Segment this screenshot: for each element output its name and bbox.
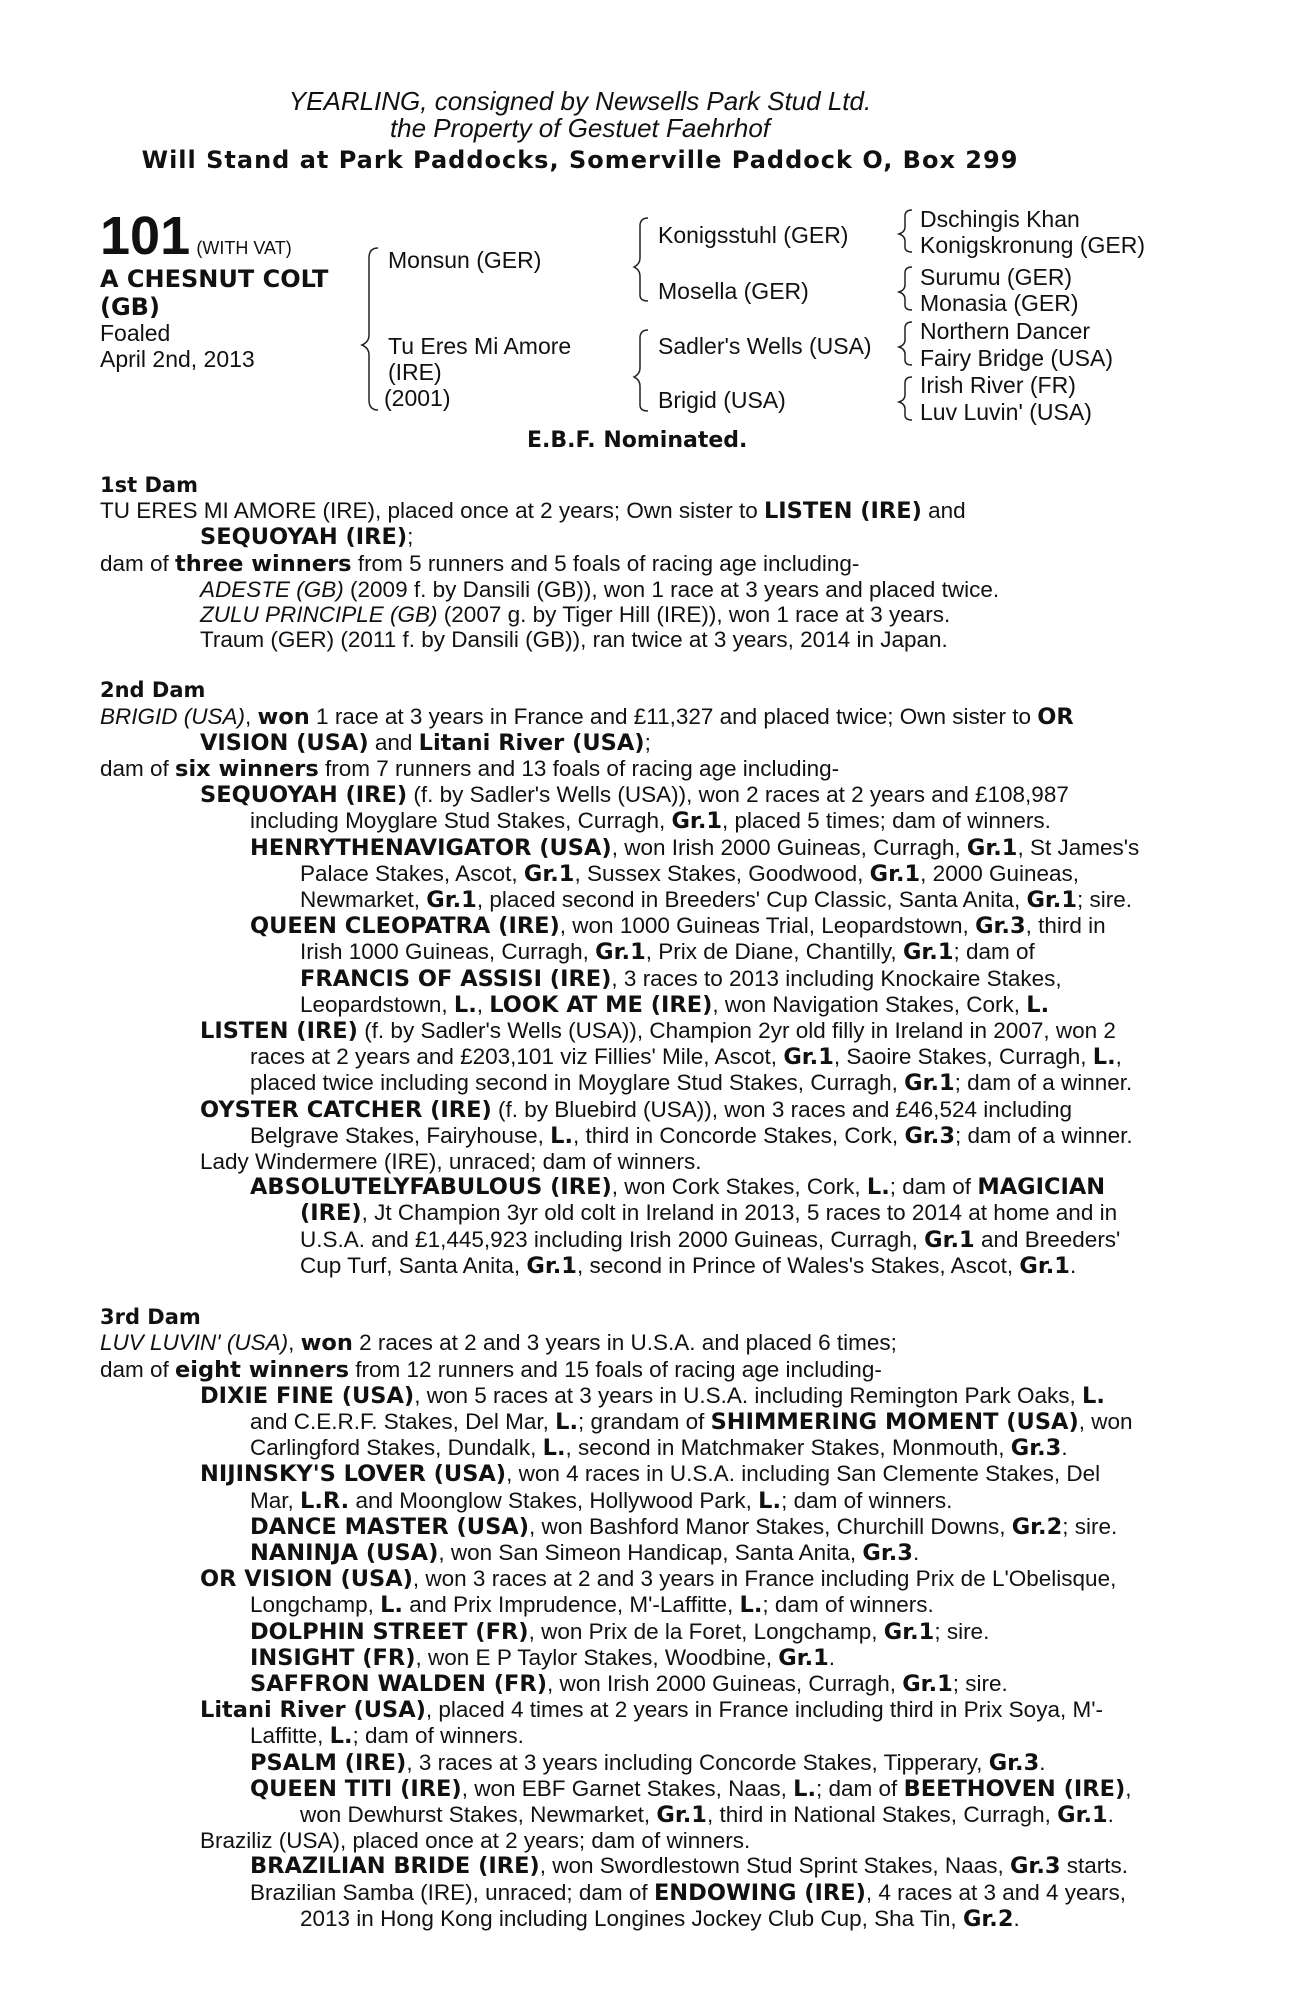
produce-dixie-fine-cont2: Carlingford Stakes, Dundalk, L., second in Matchmaker Stakes, Monmouth, Gr.3. xyxy=(250,1435,1068,1462)
produce-braziliz: Braziliz (USA), placed once at 2 years; dam of winners. xyxy=(200,1828,751,1854)
first-dam-heading: 1st Dam xyxy=(100,473,198,497)
produce-sequoyah-cont: including Moyglare Stud Stakes, Curragh, Gr.1, placed 5 times; dam of winners. xyxy=(250,808,1051,835)
produce-queen-titi: QUEEN TITI (IRE), won EBF Garnet Stakes, Naas, L.; dam of BEETHOVEN (IRE), xyxy=(250,1775,1132,1802)
pedigree-braces xyxy=(0,0,1314,460)
third-dam-produce-intro: dam of eight winners from 12 runners and 15 foals of racing age including- xyxy=(100,1356,882,1383)
pedigree-dss: Northern Dancer xyxy=(920,318,1091,344)
produce-nijinskys-lover-cont: Mar, L.R. and Moonglow Stakes, Hollywood Park, L.; dam of winners. xyxy=(250,1487,953,1514)
produce-henrythenavigator-cont2: Newmarket, Gr.1, placed second in Breeders' Cup Classic, Santa Anita, Gr.1; sire. xyxy=(300,887,1133,914)
lot-number: 101 xyxy=(100,206,191,266)
produce-oyster-catcher-cont: Belgrave Stakes, Fairyhouse, L., third in Concorde Stakes, Cork, Gr.3; dam of a winner. xyxy=(250,1122,1133,1149)
catalogue-body xyxy=(100,473,1200,1932)
produce-absolutelyfabulous-cont3: Cup Turf, Santa Anita, Gr.1, second in Prince of Wales's Stakes, Ascot, Gr.1. xyxy=(300,1252,1077,1279)
pedigree-dam-line1: Tu Eres Mi Amore xyxy=(388,333,572,359)
produce-brazilian-samba: Brazilian Samba (IRE), unraced; dam of ENDOWING (IRE), 4 races at 3 and 4 years, xyxy=(250,1879,1127,1906)
pedigree-dam-dam: Brigid (USA) xyxy=(658,387,786,413)
lot-title-2: (GB) xyxy=(100,293,160,321)
pedigree-ddd: Luv Luvin' (USA) xyxy=(920,399,1092,425)
second-dam-para: BRIGID (USA), won 1 race at 3 years in France and £11,327 and placed twice; Own sister to OR xyxy=(100,703,1074,730)
pedigree-dds: Irish River (FR) xyxy=(920,372,1076,398)
produce-dixie-fine: DIXIE FINE (USA), won 5 races at 3 years in U.S.A. including Remington Park Oaks, L. xyxy=(200,1382,1105,1409)
produce-absolutelyfabulous-cont2: U.S.A. and £1,445,923 including Irish 2000 Guineas, Curragh, Gr.1 and Breeders' xyxy=(300,1226,1121,1253)
produce-absolutelyfabulous: ABSOLUTELYFABULOUS (IRE), won Cork Stakes, Cork, L.; dam of MAGICIAN xyxy=(250,1174,1106,1201)
produce-queen-titi-cont: won Dewhurst Stakes, Newmarket, Gr.1, third in National Stakes, Curragh, Gr.1. xyxy=(300,1801,1114,1828)
third-dam-para: LUV LUVIN' (USA), won 2 races at 2 and 3 years in U.S.A. and placed 6 times; xyxy=(100,1330,897,1357)
produce-litani-river-cont: Laffitte, L.; dam of winners. xyxy=(250,1723,524,1750)
second-dam-produce-intro: dam of six winners from 7 runners and 13 foals of racing age including- xyxy=(100,756,840,783)
first-dam-para-cont: SEQUOYAH (IRE); xyxy=(200,524,414,551)
pedigree-dam-line3: (2001) xyxy=(384,385,451,411)
produce-queen-cleopatra: QUEEN CLEOPATRA (IRE), won 1000 Guineas Trial, Leopardstown, Gr.3, third in xyxy=(250,913,1106,940)
second-dam-para-cont: VISION (USA) and Litani River (USA); xyxy=(200,729,651,756)
produce-insight: INSIGHT (FR), won E P Taylor Stakes, Woodbine, Gr.1. xyxy=(250,1644,836,1671)
produce-adeste: ADESTE (GB) (2009 f. by Dansili (GB)), won 1 race at 3 years and placed twice. xyxy=(200,576,1000,602)
produce-dance-master: DANCE MASTER (USA), won Bashford Manor Stakes, Churchill Downs, Gr.2; sire. xyxy=(250,1513,1118,1540)
lot-title-1: A CHESNUT COLT xyxy=(100,265,329,293)
produce-henrythenavigator-cont1: Palace Stakes, Ascot, Gr.1, Sussex Stakes, Goodwood, Gr.1, 2000 Guineas, xyxy=(300,860,1080,887)
pedigree-sss: Dschingis Khan xyxy=(920,206,1080,232)
produce-psalm: PSALM (IRE), 3 races at 3 years including Concorde Stakes, Tipperary, Gr.3. xyxy=(250,1749,1046,1776)
produce-listen-cont2: placed twice including second in Moyglare Stud Stakes, Curragh, Gr.1; dam of a winner. xyxy=(250,1070,1133,1097)
first-dam-para: TU ERES MI AMORE (IRE), placed once at 2 years; Own sister to LISTEN (IRE) and xyxy=(100,498,966,525)
ebf-nominated: E.B.F. Nominated. xyxy=(527,428,748,453)
produce-zulu-principle: ZULU PRINCIPLE (GB) (2007 g. by Tiger Hill (IRE)), won 1 race at 3 years. xyxy=(200,602,951,628)
pedigree-sire: Monsun (GER) xyxy=(388,247,542,273)
third-dam-heading: 3rd Dam xyxy=(100,1305,201,1330)
produce-henrythenavigator: HENRYTHENAVIGATOR (USA), won Irish 2000 Guineas, Curragh, Gr.1, St James's xyxy=(250,834,1140,861)
produce-sequoyah: SEQUOYAH (IRE) (f. by Sadler's Wells (USA)), won 2 races at 2 years and £108,987 xyxy=(200,782,1069,809)
produce-or-vision-cont: Longchamp, L. and Prix Imprudence, M'-Laffitte, L.; dam of winners. xyxy=(250,1592,934,1619)
produce-brazilian-samba-cont: 2013 in Hong Kong including Longines Jockey Club Cup, Sha Tin, Gr.2. xyxy=(300,1905,1020,1932)
foaled-date: April 2nd, 2013 xyxy=(100,346,255,372)
produce-oyster-catcher: OYSTER CATCHER (IRE) (f. by Bluebird (USA)), won 3 races and £46,524 including xyxy=(200,1096,1073,1123)
first-dam-produce-intro: dam of three winners from 5 runners and 5 foals of racing age including- xyxy=(100,550,860,577)
pedigree-sire-sire: Konigsstuhl (GER) xyxy=(658,222,849,248)
produce-traum: Traum (GER) (2011 f. by Dansili (GB)), ran twice at 3 years, 2014 in Japan. xyxy=(200,627,948,653)
produce-saffron-walden: SAFFRON WALDEN (FR), won Irish 2000 Guineas, Curragh, Gr.1; sire. xyxy=(250,1670,1008,1697)
produce-lady-windermere: Lady Windermere (IRE), unraced; dam of winners. xyxy=(200,1149,702,1175)
produce-dolphin-street: DOLPHIN STREET (FR), won Prix de la Foret, Longchamp, Gr.1; sire. xyxy=(250,1618,990,1645)
second-dam-heading: 2nd Dam xyxy=(100,678,206,703)
produce-or-vision: OR VISION (USA), won 3 races at 2 and 3 years in France including Prix de L'Obelisque, xyxy=(200,1566,1117,1593)
produce-queen-cleopatra-cont1: Irish 1000 Guineas, Curragh, Gr.1, Prix de Diane, Chantilly, Gr.1; dam of xyxy=(300,939,1035,966)
produce-naninja: NANINJA (USA), won San Simeon Handicap, Santa Anita, Gr.3. xyxy=(250,1539,920,1566)
produce-brazilian-bride: BRAZILIAN BRIDE (IRE), won Swordlestown Stud Sprint Stakes, Naas, Gr.3 starts. xyxy=(250,1853,1129,1880)
pedigree-ssd: Konigskronung (GER) xyxy=(920,232,1145,258)
pedigree-dam-sire: Sadler's Wells (USA) xyxy=(658,333,872,359)
produce-queen-cleopatra-cont2: FRANCIS OF ASSISI (IRE), 3 races to 2013 including Knockaire Stakes, xyxy=(300,965,1062,992)
produce-queen-cleopatra-cont3: Leopardstown, L., LOOK AT ME (IRE), won Navigation Stakes, Cork, L. xyxy=(300,991,1050,1018)
produce-absolutelyfabulous-cont1: (IRE), Jt Champion 3yr old colt in Ireland in 2013, 5 races to 2014 at home and in xyxy=(300,1200,1118,1227)
pedigree-sds: Surumu (GER) xyxy=(920,264,1073,290)
produce-listen: LISTEN (IRE) (f. by Sadler's Wells (USA)), Champion 2yr old filly in Ireland in 2007, won 2 xyxy=(200,1018,1116,1045)
produce-litani-river: Litani River (USA), placed 4 times at 2 years in France including third in Prix Soya, M'- xyxy=(200,1697,1103,1724)
foaled-label: Foaled xyxy=(100,320,171,346)
vat-note: (WITH VAT) xyxy=(196,238,292,258)
header-location: Will Stand at Park Paddocks, Somerville Paddock O, Box 299 xyxy=(141,146,1019,174)
produce-dixie-fine-cont1: and C.E.R.F. Stakes, Del Mar, L.; grandam of SHIMMERING MOMENT (USA), won xyxy=(250,1408,1133,1435)
pedigree-sire-dam: Mosella (GER) xyxy=(658,278,809,304)
pedigree-sdd: Monasia (GER) xyxy=(920,290,1079,316)
produce-nijinskys-lover: NIJINSKY'S LOVER (USA), won 4 races in U.S.A. including San Clemente Stakes, Del xyxy=(200,1461,1101,1488)
produce-listen-cont1: races at 2 years and £203,101 viz Fillies' Mile, Ascot, Gr.1, Saoire Stakes, Curragh, L., xyxy=(250,1044,1122,1071)
pedigree-dam-line2: (IRE) xyxy=(388,359,442,385)
header-property: the Property of Gestuet Faehrhof xyxy=(389,113,771,143)
header-consignor: YEARLING, consigned by Newsells Park Stud Ltd. xyxy=(288,86,872,116)
pedigree-dsd: Fairy Bridge (USA) xyxy=(920,345,1113,371)
